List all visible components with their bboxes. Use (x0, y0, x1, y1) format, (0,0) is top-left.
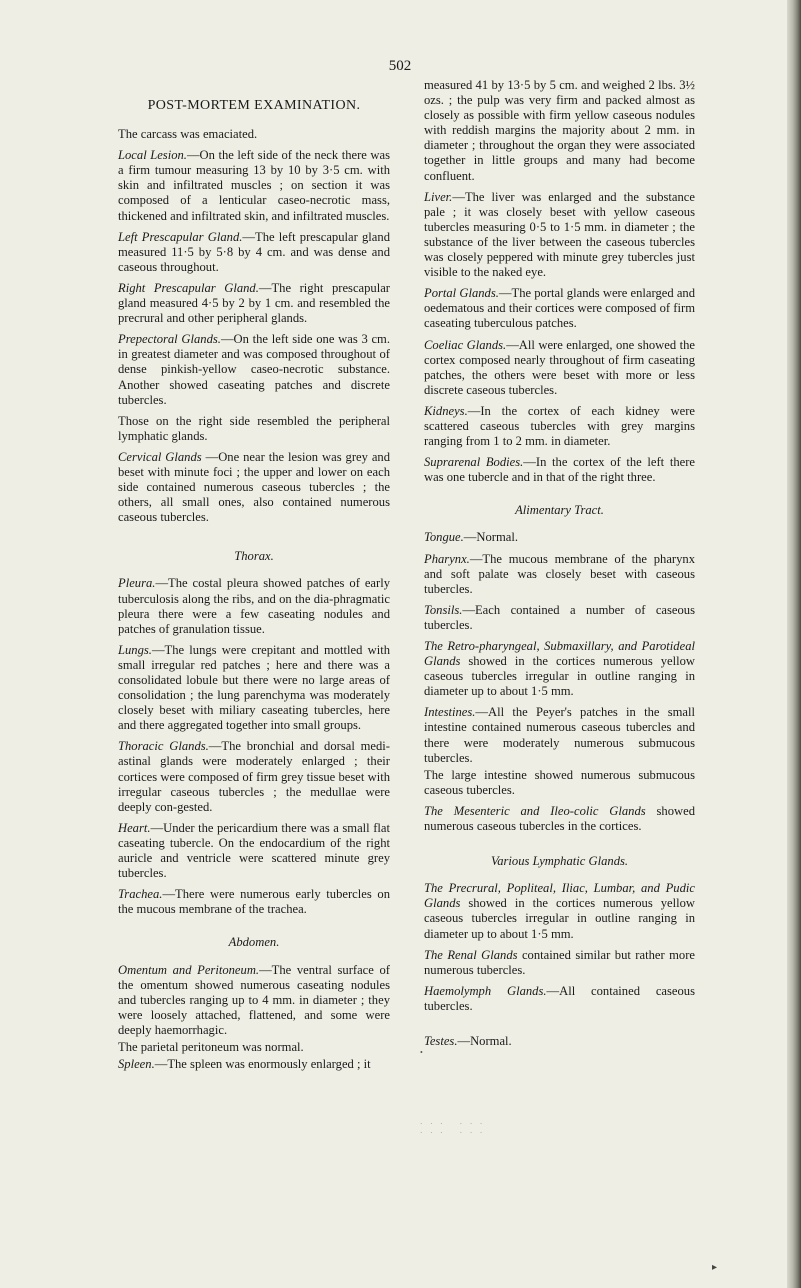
paragraph-retro-pharyngeal: The Retro-pharyngeal, Submaxillary, and Parotideal Glands showed in the cortices numerous yellow caseous tubercles irregular in outline ranging in diameter up to about 1·5 mm. (424, 639, 695, 699)
paragraph-coeliac: Coeliac Glands.—All were enlarged, one showed the cortex composed nearly throughout of firm caseating patches, the others were beset with more or less discrete caseous tubercles. (424, 337, 696, 397)
paragraph-lungs: Lungs.—The lungs were crepitant and mottled with small irregular red patches ; here and there was a consolidated lobule but there were no large areas of consolidation ; the lung parenchyma was moderately closely beset with miliary caseating tubercles, here and there aggregated together into small groups. (118, 642, 390, 733)
left-column (118, 98, 390, 1078)
paragraph-renal: The Renal Glands contained similar but rather more numerous tubercles. (424, 947, 695, 977)
print-dots: · · · · · · · · · · · · (420, 1120, 486, 1137)
paragraph-kidneys: Kidneys.—In the cortex of each kidney were scattered caseous tubercles with grey margins ranging from 1 to 2 mm. in diameter. (424, 403, 695, 449)
paragraph-thoracic: Thoracic Glands.—The bronchial and dorsal medi-astinal glands were moderately enlarged ; their cortices were composed of firm grey tissue beset with irregular caseous tubercles ; the medullae were deeply con-gested. (118, 739, 390, 814)
right-column (424, 78, 695, 1055)
paragraph-prepectoral: Prepectoral Glands.—On the left side one was 3 cm. in greatest diameter and was composed throughout of dense pinkish-yellow caseo-necrotic substance. Another showed caseating patches and discrete tubercles. (118, 332, 390, 407)
print-mark: ▸ (712, 1262, 718, 1273)
subheading-thorax: Thorax. (234, 549, 274, 564)
paragraph-heart: Heart.—Under the pericardium there was a small flat caseating tubercle. On the endocardium of the right auricle and ventricle were scattered minute grey tubercles. (118, 820, 390, 881)
print-speck: • (420, 1048, 423, 1057)
paragraph-testes: Testes.—Normal. (424, 1033, 512, 1048)
paragraph-precrural: The Precrural, Popliteal, Iliac, Lumbar, and Pudic Glands showed in the cortices numerous yellow caseous tubercles irregular in outline ranging in diameter up to about 1·5 mm. (424, 881, 695, 941)
paragraph-haemolymph: Haemolymph Glands.—All contained caseous tubercles. (424, 983, 695, 1013)
section-heading: POST-MORTEM EXAMINATION. (147, 98, 361, 113)
subheading-various-lymphatic: Various Lymphatic Glands. (490, 854, 629, 869)
label: Local Lesion. (118, 148, 187, 163)
paragraph-omentum-2: The parietal peritoneum was normal. (118, 1039, 304, 1054)
paragraph-prepectoral-2: Those on the right side resembled the peripheral lymphatic glands. (118, 413, 390, 443)
paragraph-omentum: Omentum and Peritoneum.—The ventral surface of the omentum showed numerous caseating nodules and tubercles ranging up to 4 mm. in diameter ; they were loosely attached, flattened, and some were deeply haemorrhagic. (118, 962, 390, 1037)
subheading-alimentary: Alimentary Tract. (515, 503, 604, 518)
intro-paragraph: The carcass was emaciated. (118, 127, 258, 142)
page-number: 502 (388, 58, 412, 74)
paragraph-trachea: Trachea.—There were numerous early tubercles on the mucous membrane of the trachea. (118, 887, 390, 917)
paragraph-left-prescapular: Left Prescapular Gland.—The left prescapular gland measured 11·5 by 5·8 by 4 cm. and was dense and caseous throughout. (118, 229, 390, 274)
paragraph-pleura: Pleura.—The costal pleura showed patches of early tuberculosis along the ribs, and on the dia-phragmatic pleura there were a few caseating nodules and patches of granulation tissue. (118, 576, 390, 636)
paragraph-spleen: Spleen.—The spleen was enormously enlarged ; it (118, 1057, 371, 1072)
paragraph-mesenteric: The Mesenteric and Ileo-colic Glands showed numerous caseous tubercles in the cortices. (424, 803, 695, 834)
paragraph-tonsils: Tonsils.—Each contained a number of caseous tubercles. (424, 602, 695, 632)
paragraph-right-prescapular: Right Prescapular Gland.—The right prescapular gland measured 4·5 by 2 by 1 cm. and resembled the precrural and other peripheral glands. (118, 280, 390, 326)
paragraph-tongue: Tongue.—Normal. (424, 530, 518, 545)
paragraph-intestines-2: The large intestine showed numerous submucous caseous tubercles. (424, 767, 695, 797)
paragraph-pharynx: Pharynx.—The mucous membrane of the pharynx and soft palate was closely beset with caseous tubercles. (424, 551, 695, 596)
paragraph-portal: Portal Glands.—The portal glands were enlarged and oedematous and their cortices were composed of firm caseating tuberculous patches. (424, 286, 695, 331)
paragraph-cervical: Cervical Glands —One near the lesion was grey and beset with minute foci ; the upper and lower on each side contained numerous caseous tubercles ; the others, all small ones, also contained numerous caseous tubercles. (118, 449, 390, 525)
paragraph-intestines: Intestines.—All the Peyer's patches in the small intestine contained numerous caseous tubercles and there were moderately numerous submucous tubercles. (424, 705, 695, 765)
paragraph-local-lesion: Local Lesion.—On the left side of the neck there was a firm tumour measuring 13 by 10 by 3·5 cm. with skin and infiltrated muscles ; on section it was composed of a lenticular caseo-necrotic mass, thickened and infiltrated skin, and infiltrated muscles. (118, 148, 390, 223)
page-edge-shadow (787, 0, 801, 1288)
paragraph-suprarenal: Suprarenal Bodies.—In the cortex of the left there was one tubercle and in that of the right three. (424, 455, 696, 485)
paragraph-liver: Liver.—The liver was enlarged and the substance pale ; it was closely beset with yellow caseous tubercles measuring 0·5 to 1·5 mm. in diameter ; the substance of the liver between the caseous tubercles was closely peppered with minute grey tubercles just visible to the naked eye. (424, 189, 695, 280)
subheading-abdomen: Abdomen. (228, 935, 280, 950)
paragraph-spleen-continued: measured 41 by 13·5 by 5 cm. and weighed 2 lbs. 3½ ozs. ; the pulp was very firm and packed almost as closely as possible with firm yellow caseous nodules with reddish margins the majority about 2 mm. in diameter ; throughout the organ they were associated together in little groups and many had become confluent. (424, 78, 695, 183)
